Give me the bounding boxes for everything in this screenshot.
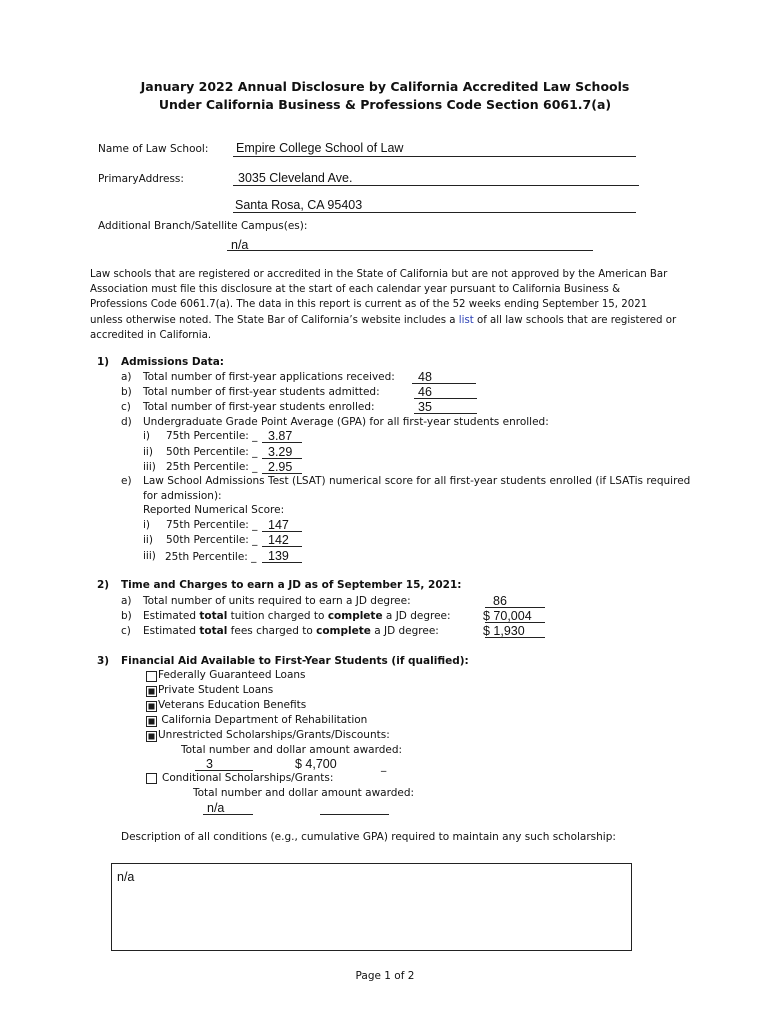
- conditional-scholarships-label: Conditional Scholarships/Grants:: [162, 772, 334, 784]
- section-1-number: 1): [97, 356, 110, 368]
- gpa-50-label: 50th Percentile: _: [166, 446, 258, 458]
- unrestricted-amount-blank: _: [381, 760, 387, 772]
- conditional-awarded-label: Total number and dollar amount awarded:: [193, 787, 415, 799]
- item-1b-value[interactable]: 46: [418, 385, 432, 399]
- rehabilitation-checkbox[interactable]: [146, 716, 157, 727]
- intro-text: Law schools that are registered or accredited in the State of California but are not approved by the American Bar Association must file this disclosure at the start of each calendar year pursuant to California Business & Professions Code 6061.7(a). The data in this report is current as of the 52 weeks ending September 15, 2021 unless otherwise noted. The State Bar of California’s website includes a: [90, 269, 668, 326]
- lsat-75-num: i): [143, 519, 151, 531]
- conditions-description-box[interactable]: [111, 863, 632, 951]
- item-2c-value[interactable]: $ 1,930: [483, 624, 525, 638]
- item-1e-label: e): [121, 475, 132, 487]
- conditional-amount-line: [320, 814, 389, 815]
- section-2-heading: Time and Charges to earn a JD as of September 15, 2021:: [121, 579, 462, 591]
- address-line-2-rule: [233, 212, 636, 213]
- unrestricted-count-line: [195, 770, 253, 771]
- item-1d-label: d): [121, 416, 132, 428]
- veterans-benefits-label: Veterans Education Benefits: [158, 699, 307, 711]
- gpa-50-num: ii): [143, 446, 153, 458]
- lsat-50-num: ii): [143, 534, 153, 546]
- unrestricted-count-value[interactable]: 3: [206, 757, 213, 771]
- veterans-benefits-checkbox[interactable]: [146, 701, 157, 712]
- item-1e-text-1: Law School Admissions Test (LSAT) numerical score for all first-year students enrolled (if LSATis required: [143, 475, 691, 487]
- gpa-75-label: 75th Percentile: _: [166, 430, 258, 442]
- item-2a-value[interactable]: 86: [493, 594, 507, 608]
- school-name-line: [233, 156, 636, 157]
- address-line-1-rule: [233, 185, 639, 186]
- item-1e-text-2: for admission):: [143, 490, 222, 502]
- lsat-25-value[interactable]: 139: [268, 549, 289, 563]
- school-name-label: Name of Law School:: [98, 143, 209, 155]
- item-2c-label: c): [121, 625, 131, 637]
- gpa-75-num: i): [143, 430, 151, 442]
- item-1b-text: Total number of first-year students admitted:: [143, 386, 380, 398]
- conditional-count-value[interactable]: n/a: [207, 801, 225, 815]
- gpa-25-value[interactable]: 2.95: [268, 460, 293, 474]
- conditions-description-value: n/a: [117, 870, 135, 884]
- item-1c-label: c): [121, 401, 131, 413]
- item-1a-value[interactable]: 48: [418, 370, 432, 384]
- item-2b-value[interactable]: $ 70,004: [483, 609, 532, 623]
- item-1a-label: a): [121, 371, 132, 383]
- private-loans-checkbox[interactable]: [146, 686, 157, 697]
- address-line-2[interactable]: Santa Rosa, CA 95403: [235, 198, 363, 212]
- item-1d-text: Undergraduate Grade Point Average (GPA) for all first-year students enrolled:: [143, 416, 549, 428]
- address-label: PrimaryAddress:: [98, 173, 184, 185]
- unrestricted-scholarships-checkbox[interactable]: [146, 731, 157, 742]
- section-3-number: 3): [97, 655, 110, 667]
- item-1a-text: Total number of first-year applications received:: [143, 371, 395, 383]
- conditions-description-label: Description of all conditions (e.g., cumulative GPA) required to maintain any such scholarship:: [121, 831, 616, 843]
- lsat-25-num: iii): [143, 550, 156, 562]
- gpa-75-value[interactable]: 3.87: [268, 429, 293, 443]
- unrestricted-scholarships-label: Unrestricted Scholarships/Grants/Discounts:: [158, 729, 390, 741]
- section-1-heading: Admissions Data:: [121, 356, 224, 368]
- lsat-75-label: 75th Percentile: _: [166, 519, 258, 531]
- school-name-value[interactable]: Empire College School of Law: [236, 141, 404, 155]
- page-number: Page 1 of 2: [355, 970, 415, 982]
- intro-paragraph: [90, 267, 680, 343]
- item-2b-text: Estimated total tuition charged to complete a JD degree:: [143, 610, 451, 622]
- gpa-25-num: iii): [143, 461, 156, 473]
- item-2b-label: b): [121, 610, 132, 622]
- private-loans-label: Private Student Loans: [158, 684, 274, 696]
- page-title-line-1: January 2022 Annual Disclosure by California Accredited Law Schools: [140, 79, 630, 94]
- section-3-heading: Financial Aid Available to First-Year Students (if qualified):: [121, 655, 469, 667]
- lsat-75-value[interactable]: 147: [268, 518, 289, 532]
- law-school-list-link[interactable]: list: [458, 314, 474, 326]
- federal-loans-checkbox[interactable]: [146, 671, 157, 682]
- conditional-scholarships-checkbox[interactable]: [146, 773, 157, 784]
- lsat-50-value[interactable]: 142: [268, 533, 289, 547]
- intro-text-end: of all law schools that are registered or accredited in California.: [90, 314, 677, 341]
- item-1c-text: Total number of first-year students enrolled:: [143, 401, 375, 413]
- branch-value[interactable]: n/a: [231, 238, 249, 252]
- item-2a-label: a): [121, 595, 132, 607]
- unrestricted-awarded-label: Total number and dollar amount awarded:: [181, 744, 403, 756]
- gpa-25-label: 25th Percentile: _: [166, 461, 258, 473]
- lsat-25-label: 25th Percentile: _: [165, 551, 257, 563]
- rehabilitation-label: California Department of Rehabilitation: [158, 714, 368, 726]
- lsat-50-label: 50th Percentile: _: [166, 534, 258, 546]
- page-title-line-2: Under California Business & Professions Code Section 6061.7(a): [158, 97, 612, 112]
- item-1c-value[interactable]: 35: [418, 400, 432, 414]
- address-line-1[interactable]: 3035 Cleveland Ave.: [238, 171, 353, 185]
- item-2c-text: Estimated total fees charged to complete a JD degree:: [143, 625, 439, 637]
- branch-line: [227, 250, 593, 251]
- federal-loans-label: Federally Guaranteed Loans: [158, 669, 306, 681]
- section-2-number: 2): [97, 579, 110, 591]
- item-1b-label: b): [121, 386, 132, 398]
- branch-label: Additional Branch/Satellite Campus(es):: [98, 220, 308, 232]
- gpa-50-value[interactable]: 3.29: [268, 445, 293, 459]
- lsat-reported-label: Reported Numerical Score:: [143, 504, 285, 516]
- unrestricted-amount-value[interactable]: $ 4,700: [295, 757, 337, 771]
- item-2a-text: Total number of units required to earn a JD degree:: [143, 595, 411, 607]
